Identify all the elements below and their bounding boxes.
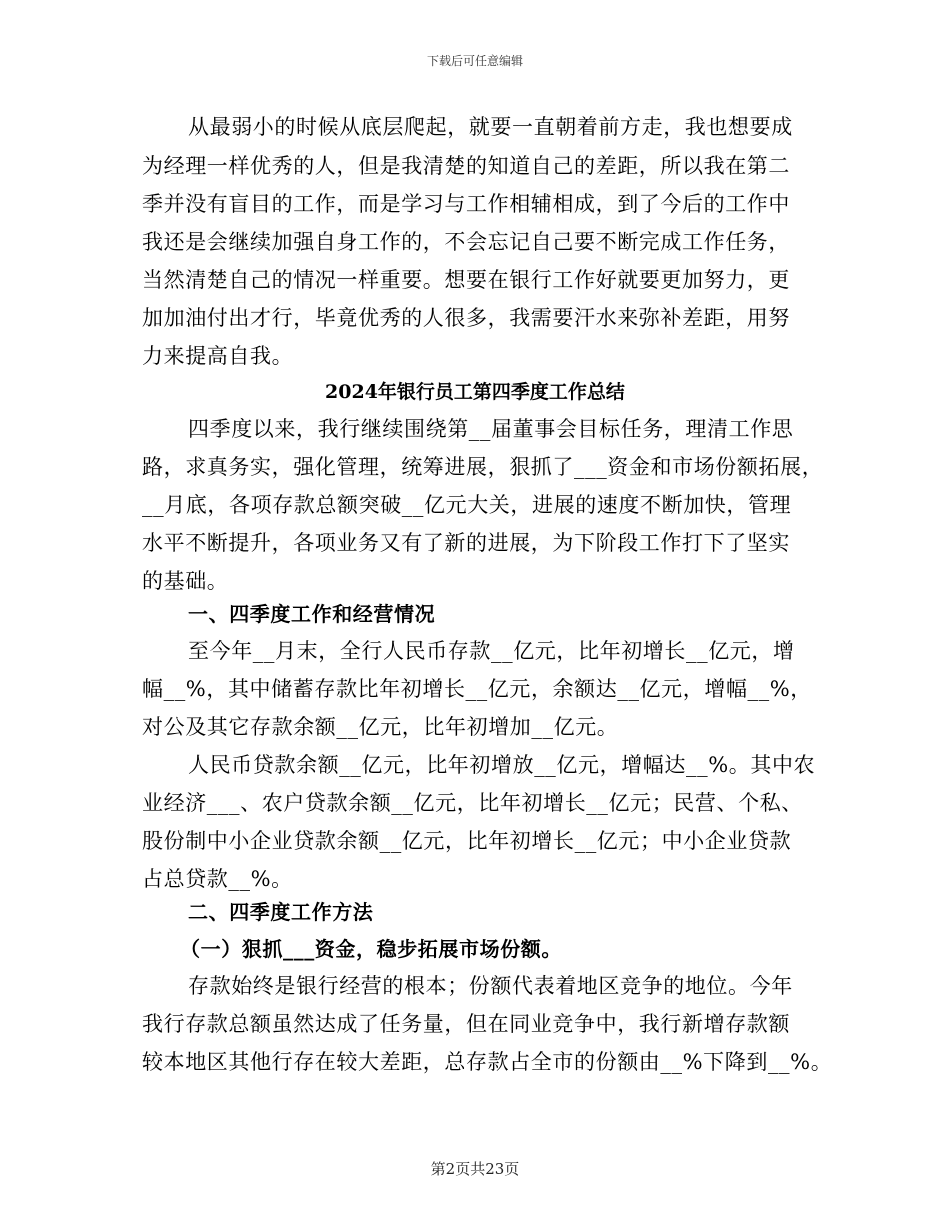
paragraph-line: 当然清楚自己的情况一样重要。想要在银行工作好就要更加努力，更 bbox=[142, 268, 790, 292]
document-title: 2024年银行员工第四季度工作总结 bbox=[325, 381, 625, 403]
section-heading: 二、四季度工作方法 bbox=[188, 900, 374, 924]
paragraph-line: 四季度以来，我行继续围绕第__届董事会目标任务，理清工作思 bbox=[188, 417, 794, 441]
paragraph-line: 较本地区其他行存在较大差距，总存款占全市的份额由__%下降到__%。 bbox=[142, 1050, 833, 1074]
paragraph-line: 路，求真务实，强化管理，统筹进展，狠抓了___资金和市场份额拓展， bbox=[142, 455, 824, 479]
paragraph-line: 我还是会继续加强自身工作的，不会忘记自己要不断完成工作任务， bbox=[142, 230, 790, 254]
paragraph-line: 的基础。 bbox=[142, 569, 229, 593]
paragraph-line: 占总贷款__%。 bbox=[142, 867, 293, 891]
paragraph-line: 从最弱小的时候从底层爬起，就要一直朝着前方走，我也想要成 bbox=[188, 115, 793, 139]
paragraph-line: 加加油付出才行，毕竟优秀的人很多，我需要汗水来弥补差距，用努 bbox=[142, 306, 790, 330]
page-header: 下载后可任意编辑 bbox=[426, 54, 523, 68]
paragraph-line: 存款始终是银行经营的根本；份额代表着地区竞争的地位。今年 bbox=[188, 974, 793, 998]
paragraph-line: 至今年__月末，全行人民币存款__亿元，比年初增长__亿元，增 bbox=[188, 639, 795, 663]
paragraph-line: 力来提高自我。 bbox=[142, 344, 294, 368]
paragraph-line: 对公及其它存款余额__亿元，比年初增加__亿元。 bbox=[142, 715, 619, 739]
paragraph-line: 股份制中小企业贷款余额__亿元，比年初增长__亿元；中小企业贷款 bbox=[142, 829, 792, 853]
paragraph-line: 季并没有盲目的工作，而是学习与工作相辅相成，到了今后的工作中 bbox=[142, 192, 790, 216]
subsection-heading: （一）狠抓___资金，稳步拓展市场份额。 bbox=[180, 937, 562, 961]
paragraph-line: 幅__%，其中储蓄存款比年初增长__亿元，余额达__亿元，增幅__%， bbox=[142, 677, 812, 701]
paragraph-line: 人民币贷款余额__亿元，比年初增放__亿元，增幅达__%。其中农 bbox=[188, 753, 816, 777]
section-heading: 一、四季度工作和经营情况 bbox=[188, 602, 436, 626]
paragraph-line: 水平不断提升，各项业务又有了新的进展，为下阶段工作打下了坚实 bbox=[142, 531, 790, 555]
paragraph-line: 业经济___、农户贷款余额__亿元，比年初增长__亿元；民营、个私、 bbox=[142, 791, 803, 815]
paragraph-line: __月底，各项存款总额突破__亿元大关，进展的速度不断加快，管理 bbox=[142, 493, 792, 517]
page-number: 第2页共23页 bbox=[430, 1160, 520, 1178]
paragraph-line: 为经理一样优秀的人，但是我清楚的知道自己的差距，所以我在第二 bbox=[142, 154, 790, 178]
paragraph-line: 我行存款总额虽然达成了任务量，但在同业竞争中，我行新增存款额 bbox=[142, 1012, 790, 1036]
